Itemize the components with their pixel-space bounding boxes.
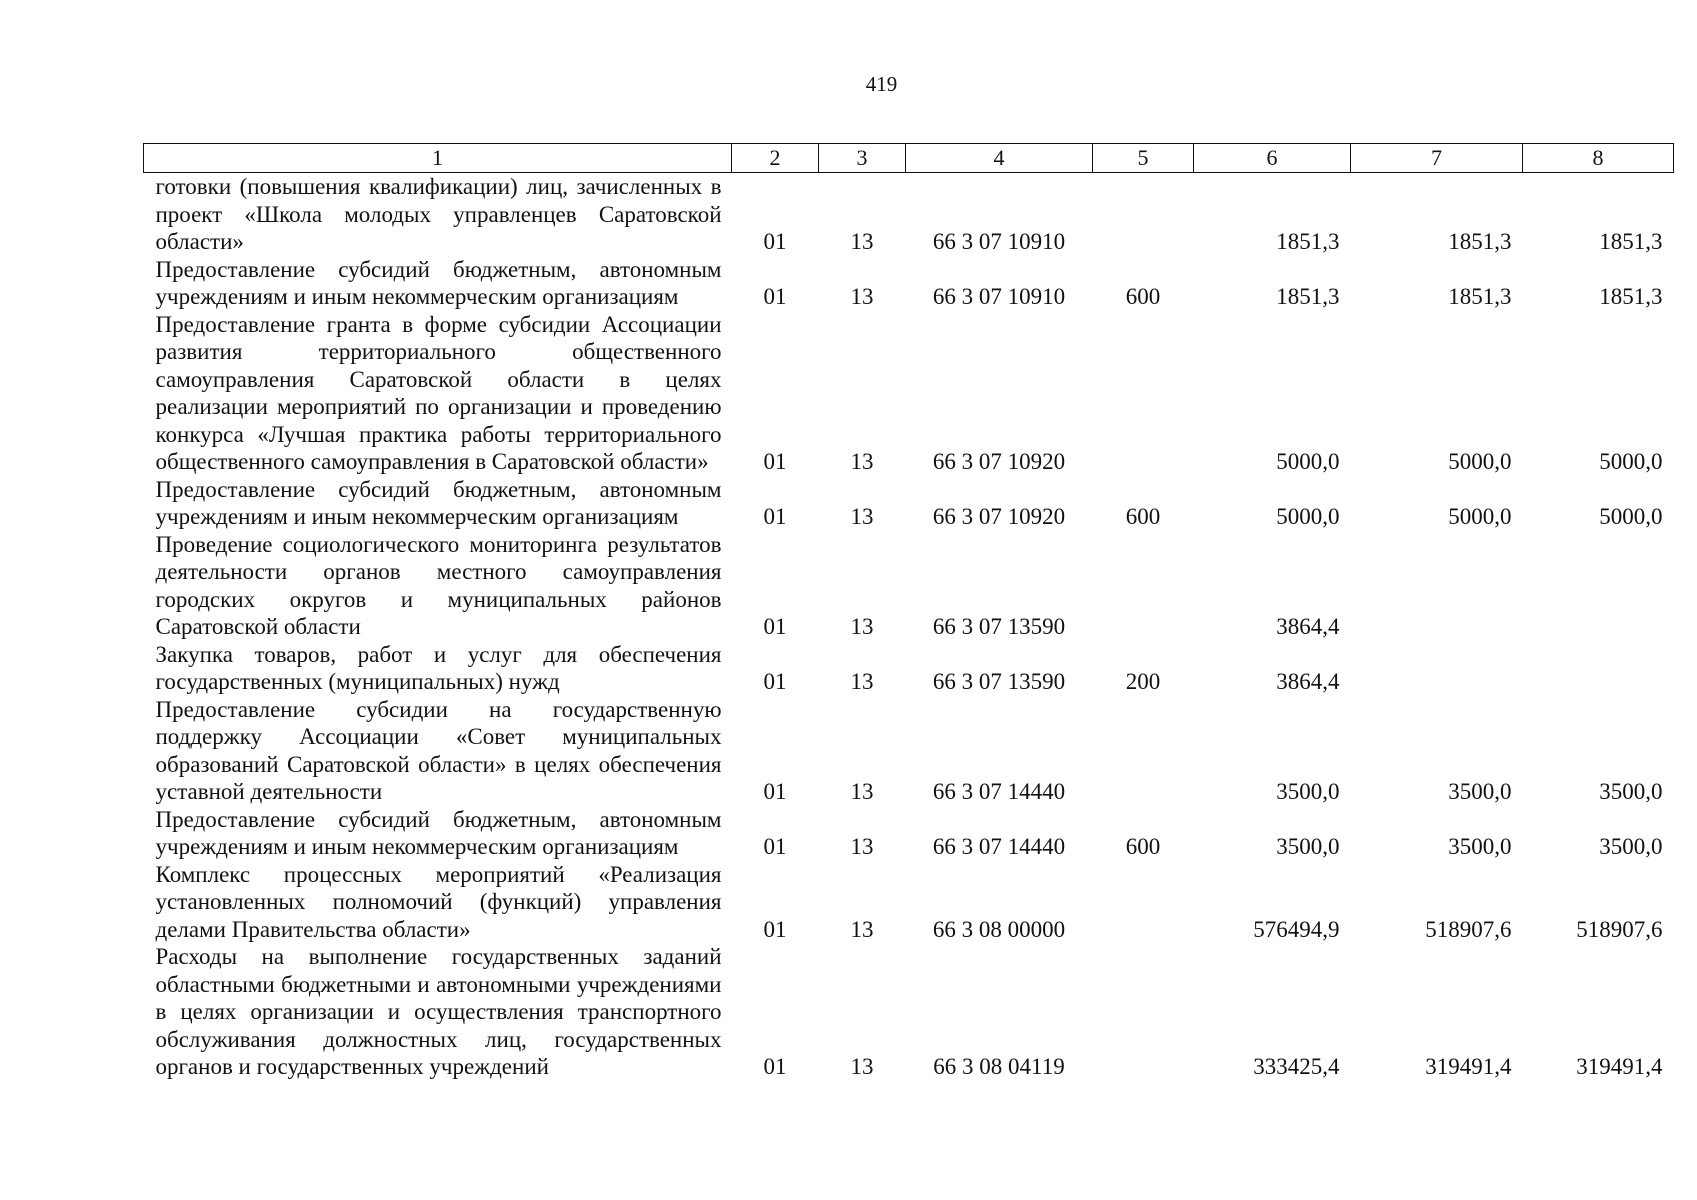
row-sum-col6: 5000,0 [1276, 504, 1340, 529]
row-section-code: 01 [763, 229, 787, 254]
table-row [144, 861, 1674, 944]
row-subsection-code: 13 [850, 916, 874, 942]
row-subsection-code: 13 [850, 834, 874, 859]
table-row [144, 696, 1674, 806]
row-section-code: 01 [763, 834, 787, 859]
row-subsection-code: 13 [850, 449, 874, 474]
row-section-code: 01 [763, 669, 787, 694]
row-sum-col7: 518907,6 [1425, 916, 1512, 942]
row-subsection-code: 13 [850, 669, 874, 694]
row-sum-col7 [1351, 641, 1523, 696]
row-target-article: 66 3 07 14440 [932, 834, 1066, 859]
page-number: 419 [865, 72, 898, 96]
row-description: Предоставление субсидий бюджетным, автономным учреждениям и иным некоммерческим организациям [155, 256, 722, 309]
budget-table [143, 143, 1674, 1081]
row-target-article: 66 3 08 04119 [933, 1054, 1065, 1079]
row-sum-col7: 1851,3 [1448, 284, 1512, 309]
row-target-article: 66 3 07 10910 [932, 284, 1066, 309]
row-target-article: 66 3 07 10910 [932, 229, 1066, 254]
row-section-code: 01 [763, 1054, 787, 1079]
row-sum-col7: 3500,0 [1448, 834, 1512, 859]
row-sum-col6: 3864,4 [1276, 614, 1340, 639]
row-sum-col6: 3500,0 [1276, 834, 1340, 859]
row-description: готовки (повышения квалификации) лиц, зачисленных в проект «Школа молодых управленцев Саратовской области» [155, 174, 722, 254]
row-sum-col6: 3864,4 [1276, 669, 1340, 694]
row-sum-col8: 1851,3 [1599, 284, 1663, 309]
row-sum-col6: 5000,0 [1276, 449, 1340, 474]
table-row [144, 476, 1674, 531]
row-sum-col6: 3500,0 [1276, 779, 1340, 804]
row-sum-col6: 1851,3 [1276, 229, 1340, 254]
row-description: Комплекс процессных мероприятий «Реализация установленных полномочий (функций) управления делами Правительства области» [155, 861, 722, 942]
row-target-article: 66 3 07 13590 [932, 614, 1066, 639]
row-subsection-code: 13 [850, 229, 874, 254]
row-section-code: 01 [763, 504, 787, 529]
row-expense-type: 200 [1125, 669, 1161, 694]
row-description: Проведение социологического мониторинга результатов деятельности органов местного самоуправления городских округов и муниципальных районов Саратовской области [155, 531, 722, 639]
row-section-code: 01 [763, 449, 787, 474]
row-sum-col8: 5000,0 [1599, 449, 1663, 474]
row-sum-col7: 1851,3 [1448, 229, 1512, 254]
row-expense-type [1093, 943, 1194, 1081]
row-target-article: 66 3 08 00000 [932, 916, 1066, 942]
row-sum-col6: 333425,4 [1253, 1054, 1340, 1079]
row-sum-col8: 3500,0 [1599, 779, 1663, 804]
row-target-article: 66 3 07 14440 [932, 779, 1066, 804]
row-section-code: 01 [763, 779, 787, 804]
row-description: Расходы на выполнение государственных заданий областными бюджетными и автономными учреждениями в целях организации и осуществления транспортного обслуживания должностных лиц, государственных органов и государственных учреждений [155, 944, 722, 1079]
row-subsection-code: 13 [850, 1054, 874, 1079]
table-row [144, 256, 1674, 311]
row-target-article: 66 3 07 13590 [932, 669, 1066, 694]
column-number-header [144, 144, 1674, 173]
column-header: 2 [732, 144, 819, 173]
row-sum-col8 [1523, 531, 1674, 641]
row-description: Предоставление субсидий бюджетным, автономным учреждениям и иным некоммерческим организациям [155, 476, 722, 529]
column-header: 4 [906, 144, 1093, 173]
row-subsection-code: 13 [850, 779, 874, 804]
row-sum-col8: 3500,0 [1599, 834, 1663, 859]
column-header: 1 [144, 144, 732, 173]
row-section-code: 01 [763, 916, 787, 942]
row-sum-col8: 518907,6 [1576, 916, 1663, 942]
table-row [144, 641, 1674, 696]
row-target-article: 66 3 07 10920 [932, 449, 1066, 474]
row-sum-col7: 5000,0 [1448, 504, 1512, 529]
row-sum-col8: 5000,0 [1599, 504, 1663, 529]
row-sum-col7: 319491,4 [1425, 1054, 1512, 1079]
row-sum-col8 [1523, 641, 1674, 696]
row-description: Предоставление субсидии на государственную поддержку Ассоциации «Совет муниципальных образований Саратовской области» в целях обеспечения уставной деятельности [155, 696, 722, 804]
row-sum-col6: 1851,3 [1276, 284, 1340, 309]
row-expense-type [1093, 531, 1194, 641]
row-sum-col8: 1851,3 [1599, 229, 1663, 254]
row-expense-type [1093, 311, 1194, 476]
row-target-article: 66 3 07 10920 [932, 504, 1066, 529]
table-row [144, 531, 1674, 641]
row-sum-col8: 319491,4 [1576, 1054, 1663, 1079]
column-header: 5 [1093, 144, 1194, 173]
row-description: Закупка товаров, работ и услуг для обеспечения государственных (муниципальных) нужд [155, 641, 722, 694]
row-sum-col7: 3500,0 [1448, 779, 1512, 804]
row-description: Предоставление субсидий бюджетным, автономным учреждениям и иным некоммерческим организациям [155, 806, 722, 859]
table-row [144, 943, 1674, 1081]
table-row [144, 806, 1674, 861]
column-header: 3 [819, 144, 906, 173]
row-expense-type [1093, 173, 1194, 256]
row-sum-col6: 576494,9 [1253, 916, 1340, 942]
row-subsection-code: 13 [850, 504, 874, 529]
column-header: 8 [1523, 144, 1674, 173]
row-section-code: 01 [763, 614, 787, 639]
row-section-code: 01 [763, 284, 787, 309]
row-expense-type: 600 [1125, 834, 1161, 859]
row-expense-type: 600 [1125, 504, 1161, 529]
row-subsection-code: 13 [850, 614, 874, 639]
row-expense-type [1093, 861, 1194, 944]
row-expense-type: 600 [1125, 284, 1161, 309]
row-description: Предоставление гранта в форме субсидии Ассоциации развития территориального общественного самоуправления Саратовской области в целях реализации мероприятий по организации и проведению конкурса «Лучшая практика работы территориального общественного самоуправления в Саратовской области» [155, 311, 722, 474]
row-expense-type [1093, 696, 1194, 806]
row-subsection-code: 13 [850, 284, 874, 309]
row-sum-col7: 5000,0 [1448, 449, 1512, 474]
table-row [144, 311, 1674, 476]
table-row [144, 173, 1674, 256]
column-header: 7 [1351, 144, 1523, 173]
row-sum-col7 [1351, 531, 1523, 641]
column-header: 6 [1194, 144, 1351, 173]
